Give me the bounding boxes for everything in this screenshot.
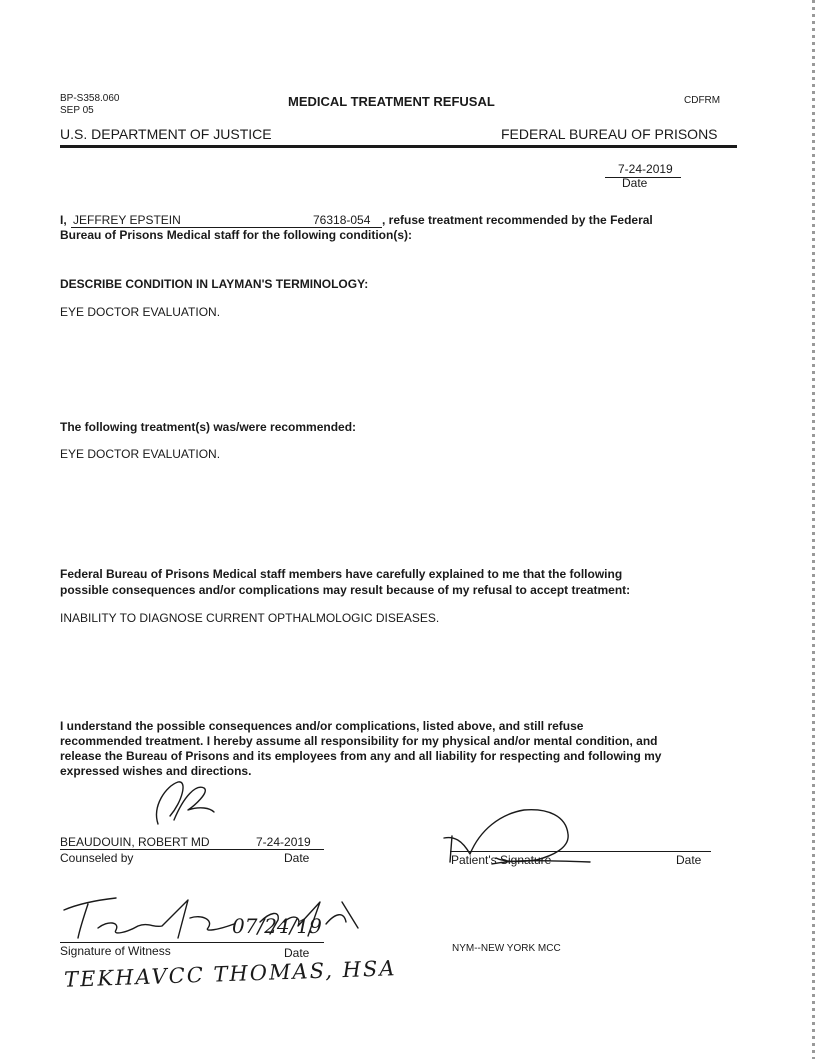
register-number: 76318-054	[313, 213, 371, 227]
patient-date-label: Date	[676, 853, 702, 867]
witness-date-label: Date	[284, 946, 310, 960]
header-divider	[60, 145, 737, 148]
patient-signature-label: Patient's Signature	[451, 853, 552, 867]
dept-right: FEDERAL BUREAU OF PRISONS	[501, 126, 718, 142]
ack-line1: I understand the possible consequences and/or complications, listed above, and still refuse	[60, 719, 584, 733]
statement-line2: Bureau of Prisons Medical staff for the following condition(s):	[60, 228, 413, 242]
witness-line	[60, 942, 324, 943]
form-code-right: CDFRM	[684, 95, 721, 106]
witness-signature	[58, 888, 378, 948]
facility-code: NYM--NEW YORK MCC	[452, 943, 561, 954]
form-date-value: 7-24-2019	[618, 162, 673, 176]
patient-name: JEFFREY EPSTEIN	[73, 213, 181, 227]
consequences-line2: possible consequences and/or complications may result because of my refusal to accept treatment:	[60, 583, 631, 597]
consequences-line1: Federal Bureau of Prisons Medical staff members have carefully explained to me that the following	[60, 567, 623, 581]
counselor-date: 7-24-2019	[256, 835, 311, 849]
patient-line	[450, 851, 711, 852]
witness-printed-name: TEKHAVCC THOMAS, HSA	[63, 956, 397, 992]
form-code: BP-S358.060	[60, 93, 120, 104]
ack-line3: release the Bureau of Prisons and its employees from any and all liability for respecting and following my	[60, 749, 662, 763]
condition-value: EYE DOCTOR EVALUATION.	[60, 305, 221, 319]
condition-heading: DESCRIBE CONDITION IN LAYMAN'S TERMINOLOGY:	[60, 277, 369, 291]
counselor-signature	[148, 776, 218, 832]
consequences-value: INABILITY TO DIAGNOSE CURRENT OPTHALMOLOGIC DISEASES.	[60, 611, 440, 625]
witness-label: Signature of Witness	[60, 944, 171, 958]
statement-prefix: I,	[60, 213, 67, 227]
counselor-line	[60, 849, 324, 850]
statement-line1-suffix: , refuse treatment recommended by the Federal	[382, 213, 653, 227]
form-date-label: Date	[622, 176, 648, 190]
counselor-date-label: Date	[284, 851, 310, 865]
form-title: MEDICAL TREATMENT REFUSAL	[288, 94, 495, 109]
witness-date-handwritten: 07/24/19	[232, 914, 322, 938]
treatment-heading: The following treatment(s) was/were recommended:	[60, 420, 357, 434]
counselor-name: BEAUDOUIN, ROBERT MD	[60, 835, 210, 849]
ack-line2: recommended treatment. I hereby assume all responsibility for my physical and/or mental condition, and	[60, 734, 658, 748]
form-date: SEP 05	[60, 105, 94, 116]
dept-left: U.S. DEPARTMENT OF JUSTICE	[60, 126, 272, 142]
treatment-value: EYE DOCTOR EVALUATION.	[60, 447, 221, 461]
ack-line4: expressed wishes and directions.	[60, 764, 252, 778]
counselor-label: Counseled by	[60, 851, 134, 865]
